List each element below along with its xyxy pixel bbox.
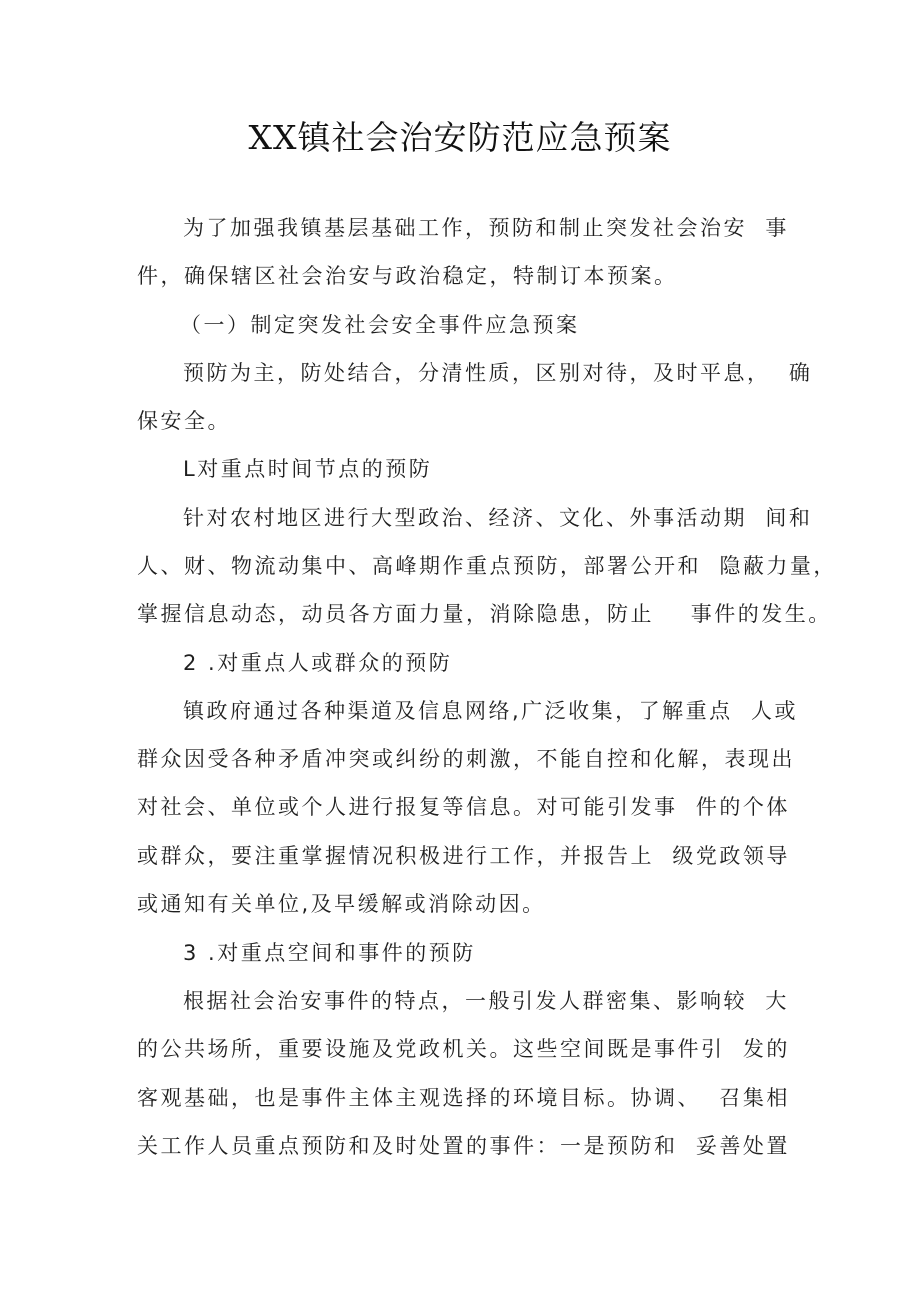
paragraph-line: 预防为主，防处结合，分清性质，区别对待，及时平息， 确 — [183, 361, 813, 385]
paragraph-line: 镇政府通过各种渠道及信息网络,广泛收集，了解重点 人或 — [183, 699, 799, 723]
paragraph-line: 人、财、物流动集中、高峰期作重点预防，部署公开和 隐蔽力量， — [137, 554, 837, 578]
paragraph-line: 关工作人员重点预防和及时处置的事件：一是预防和 妥善处置 — [137, 1134, 790, 1158]
paragraph-line: 的公共场所，重要设施及党政机关。这些空间既是事件引 发的 — [137, 1037, 790, 1061]
paragraph-line: 掌握信息动态，动员各方面力量，消除隐患，防止 事件的发生。 — [137, 602, 832, 626]
subsection-heading: 2 .对重点人或群众的预防 — [183, 651, 453, 675]
paragraph-line: 客观基础，也是事件主体主观选择的环境目标。协调、 召集相 — [137, 1086, 790, 1110]
paragraph-line: 针对农村地区进行大型政治、经济、文化、外事活动期 间和 — [183, 506, 813, 530]
paragraph-line: 对社会、单位或个人进行报复等信息。对可能引发事 件的个体 — [137, 795, 790, 819]
document-title: XX镇社会治安防范应急预案 — [248, 118, 672, 157]
paragraph-line: 根据社会治安事件的特点，一般引发人群密集、影响较 大 — [183, 989, 789, 1013]
paragraph-line: 或通知有关单位,及早缓解或消除动因。 — [137, 892, 546, 916]
paragraph-line: 件，确保辖区社会治安与政治稳定，特制订本预案。 — [137, 264, 678, 288]
subsection-heading: 3 .对重点空间和事件的预防 — [183, 941, 476, 965]
paragraph-line: 为了加强我镇基层基础工作，预防和制止突发社会治安 事 — [183, 216, 789, 240]
section-heading: （一）制定突发社会安全事件应急预案 — [180, 313, 580, 337]
subsection-heading: L对重点时间节点的预防 — [183, 457, 433, 481]
paragraph-line: 群众因受各种矛盾冲突或纠纷的刺激，不能自控和化解，表现出 — [137, 747, 795, 771]
paragraph-line: 或群众，要注重掌握情况积极进行工作，并报告上 级党政领导 — [137, 844, 790, 868]
paragraph-line: 保安全。 — [137, 409, 231, 433]
